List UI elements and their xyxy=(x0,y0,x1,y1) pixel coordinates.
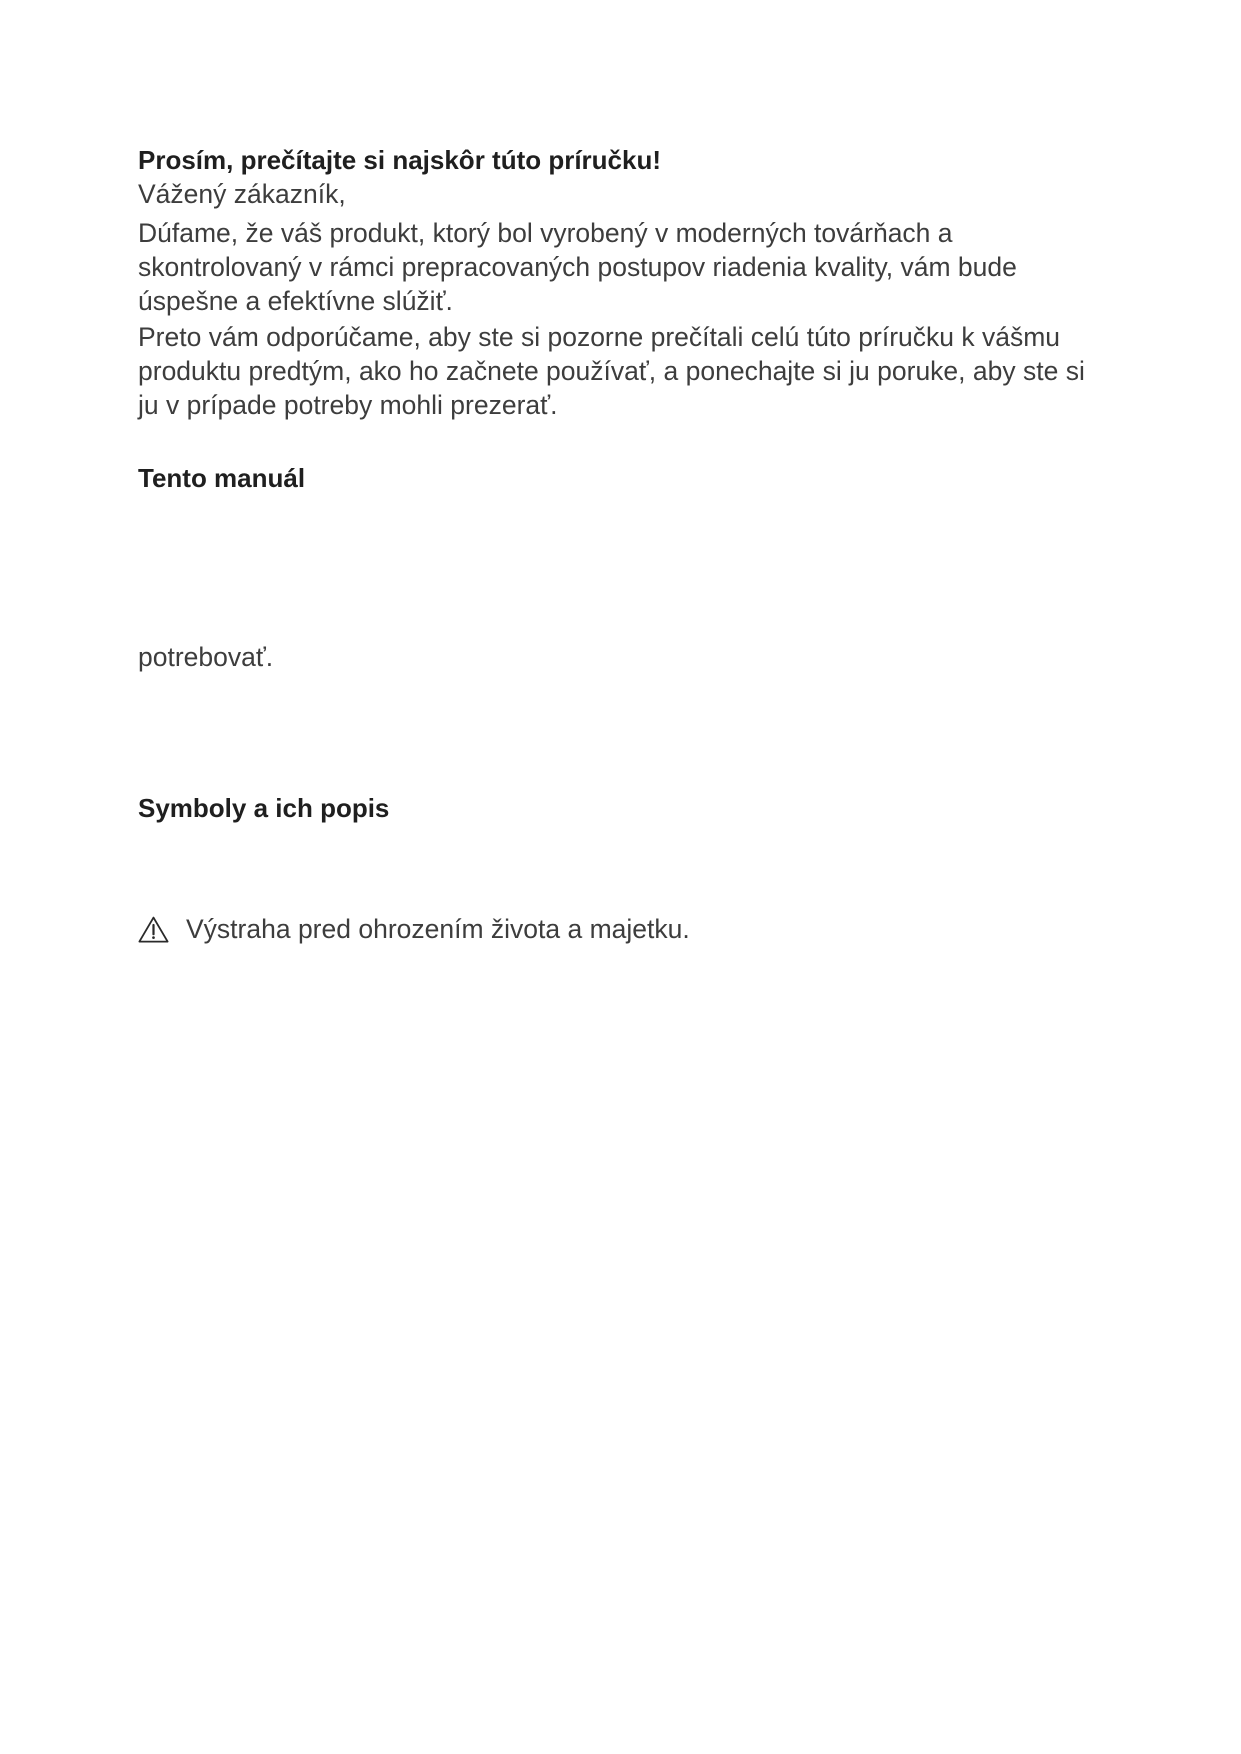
intro-paragraph-1 xyxy=(138,217,1017,318)
warning-symbol-row xyxy=(138,913,690,947)
symbols-section-heading: Symboly a ich popis xyxy=(138,793,390,823)
paragraph-line: produktu predtým, ako ho začnete používať, a ponechajte si ju poruke, aby ste si xyxy=(138,355,1085,386)
paragraph-line: úspešne a efektívne slúžiť. xyxy=(138,285,453,316)
warning-symbol-description: Výstraha pred ohrozením života a majetku. xyxy=(186,914,690,944)
manual-section-text: potrebovať. xyxy=(138,642,274,672)
paragraph-line: skontrolovaný v rámci prepracovaných postupov riadenia kvality, vám bude xyxy=(138,251,1017,282)
warning-triangle-icon xyxy=(138,916,169,943)
manual-section-heading: Tento manuál xyxy=(138,463,306,493)
paragraph-line: Preto vám odporúčame, aby ste si pozorne prečítali celú túto príručku k vášmu xyxy=(138,322,1061,352)
paragraph-line: ju v prípade potreby mohli prezerať. xyxy=(138,389,558,420)
intro-paragraph-2 xyxy=(138,321,1085,422)
intro-heading: Prosím, prečítajte si najskôr túto príručku! xyxy=(138,145,662,175)
greeting: Vážený zákazník, xyxy=(138,179,346,209)
paragraph-line: Dúfame, že váš produkt, ktorý bol vyrobený v moderných továrňach a xyxy=(138,218,953,248)
